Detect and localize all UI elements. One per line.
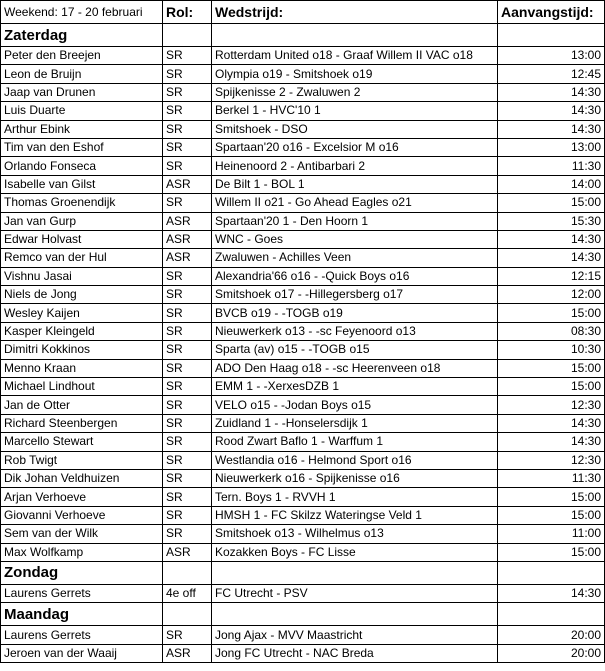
match-cell: De Bilt 1 - BOL 1 [212,175,498,193]
role-cell: SR [163,396,212,414]
table-row [1,378,605,396]
table-row [1,47,605,65]
start-time-cell: 12:30 [498,396,605,414]
table-row [1,322,605,340]
match-cell: Jong Ajax - MVV Maastricht [212,626,498,644]
table-row [1,396,605,414]
referee-name-cell: Jeroen van der Waaij [1,644,163,662]
table-row [1,626,605,644]
section-empty-cell [212,561,498,584]
table-row [1,488,605,506]
start-time-cell: 13:00 [498,138,605,156]
start-time-cell: 12:15 [498,267,605,285]
referee-name-cell: Vishnu Jasai [1,267,163,285]
referee-name-cell: Niels de Jong [1,286,163,304]
referee-name-cell: Kasper Kleingeld [1,322,163,340]
role-cell: SR [163,47,212,65]
referee-name-cell: Laurens Gerrets [1,584,163,602]
referee-name-cell: Jan van Gurp [1,212,163,230]
start-time-cell: 15:00 [498,488,605,506]
table-row [1,644,605,662]
referee-name-cell: Marcello Stewart [1,433,163,451]
table-row [1,102,605,120]
referee-name-cell: Dimitri Kokkinos [1,341,163,359]
role-cell: ASR [163,212,212,230]
referee-name-cell: Thomas Groenendijk [1,194,163,212]
referee-name-cell: Laurens Gerrets [1,626,163,644]
table-row [1,584,605,602]
section-row-zondag [1,561,605,584]
section-title: Maandag [1,603,163,626]
role-cell: SR [163,469,212,487]
table-row [1,433,605,451]
role-cell: SR [163,488,212,506]
start-time-cell: 14:30 [498,433,605,451]
role-cell: ASR [163,543,212,561]
table-row [1,194,605,212]
start-time-cell: 14:30 [498,120,605,138]
start-time-cell: 15:30 [498,212,605,230]
match-header: Wedstrijd: [212,1,498,24]
referee-name-cell: Luis Duarte [1,102,163,120]
referee-name-cell: Peter den Breejen [1,47,163,65]
section-empty-cell [498,24,605,47]
match-cell: WNC - Goes [212,230,498,248]
table-row [1,65,605,83]
section-title: Zaterdag [1,24,163,47]
referee-name-cell: Jan de Otter [1,396,163,414]
match-cell: VELO o15 - -Jodan Boys o15 [212,396,498,414]
role-cell: SR [163,157,212,175]
start-time-cell: 20:00 [498,644,605,662]
start-time-cell: 14:30 [498,83,605,101]
match-cell: Willem II o21 - Go Ahead Eagles o21 [212,194,498,212]
referee-name-cell: Dik Johan Veldhuizen [1,469,163,487]
table-row [1,451,605,469]
section-empty-cell [163,24,212,47]
match-cell: Smitshoek o13 - Wilhelmus o13 [212,525,498,543]
table-row [1,230,605,248]
match-cell: Tern. Boys 1 - RVVH 1 [212,488,498,506]
referee-name-cell: Remco van der Hul [1,249,163,267]
role-cell: SR [163,83,212,101]
match-cell: Smitshoek o17 - -Hillegersberg o17 [212,286,498,304]
role-cell: SR [163,267,212,285]
match-cell: FC Utrecht - PSV [212,584,498,602]
start-time-cell: 15:00 [498,194,605,212]
section-title: Zondag [1,561,163,584]
referee-name-cell: Sem van der Wilk [1,525,163,543]
start-time-cell: 10:30 [498,341,605,359]
match-cell: Zwaluwen - Achilles Veen [212,249,498,267]
start-time-header: Aanvangstijd: [498,1,605,24]
referee-name-cell: Richard Steenbergen [1,414,163,432]
referee-name-cell: Rob Twigt [1,451,163,469]
match-cell: EMM 1 - -XerxesDZB 1 [212,378,498,396]
start-time-cell: 08:30 [498,322,605,340]
role-cell: 4e off [163,584,212,602]
start-time-cell: 14:30 [498,414,605,432]
table-row [1,175,605,193]
referee-name-cell: Edwar Holvast [1,230,163,248]
start-time-cell: 15:00 [498,304,605,322]
start-time-cell: 14:30 [498,230,605,248]
table-row [1,543,605,561]
role-cell: SR [163,414,212,432]
role-cell: ASR [163,644,212,662]
role-cell: ASR [163,175,212,193]
start-time-cell: 15:00 [498,359,605,377]
match-cell: HMSH 1 - FC Skilzz Wateringse Veld 1 [212,506,498,524]
start-time-cell: 14:30 [498,249,605,267]
referee-name-cell: Tim van den Eshof [1,138,163,156]
start-time-cell: 14:30 [498,102,605,120]
role-cell: SR [163,304,212,322]
match-cell: Heinenoord 2 - Antibarbari 2 [212,157,498,175]
role-cell: SR [163,286,212,304]
table-row [1,138,605,156]
match-cell: Jong FC Utrecht - NAC Breda [212,644,498,662]
start-time-cell: 14:30 [498,584,605,602]
role-cell: SR [163,626,212,644]
start-time-cell: 11:30 [498,157,605,175]
referee-name-cell: Arjan Verhoeve [1,488,163,506]
table-row [1,212,605,230]
start-time-cell: 12:00 [498,286,605,304]
referee-name-cell: Orlando Fonseca [1,157,163,175]
match-cell: Smitshoek - DSO [212,120,498,138]
start-time-cell: 14:00 [498,175,605,193]
section-row-zaterdag [1,24,605,47]
table-row [1,120,605,138]
referee-name-cell: Leon de Bruijn [1,65,163,83]
table-row [1,525,605,543]
referee-name-cell: Wesley Kaijen [1,304,163,322]
referee-name-cell: Arthur Ebink [1,120,163,138]
start-time-cell: 15:00 [498,506,605,524]
table-row [1,157,605,175]
table-row [1,83,605,101]
role-cell: SR [163,378,212,396]
match-cell: Sparta (av) o15 - -TOGB o15 [212,341,498,359]
table-row [1,469,605,487]
table-row [1,249,605,267]
section-empty-cell [212,603,498,626]
role-cell: SR [163,451,212,469]
role-cell: SR [163,65,212,83]
role-cell: ASR [163,249,212,267]
start-time-cell: 12:30 [498,451,605,469]
table-row [1,506,605,524]
start-time-cell: 15:00 [498,543,605,561]
match-cell: ADO Den Haag o18 - -sc Heerenveen o18 [212,359,498,377]
role-cell: SR [163,433,212,451]
match-cell: Zuidland 1 - -Honselersdijk 1 [212,414,498,432]
role-cell: SR [163,322,212,340]
start-time-cell: 20:00 [498,626,605,644]
section-row-maandag [1,603,605,626]
role-cell: SR [163,120,212,138]
start-time-cell: 13:00 [498,47,605,65]
match-cell: Nieuwerkerk o13 - -sc Feyenoord o13 [212,322,498,340]
section-empty-cell [212,24,498,47]
role-cell: SR [163,341,212,359]
match-cell: Olympia o19 - Smitshoek o19 [212,65,498,83]
table-row [1,359,605,377]
referee-name-cell: Michael Lindhout [1,378,163,396]
match-cell: Spartaan'20 1 - Den Hoorn 1 [212,212,498,230]
referee-name-cell: Max Wolfkamp [1,543,163,561]
schedule-body [1,1,605,663]
section-empty-cell [498,561,605,584]
match-cell: Westlandia o16 - Helmond Sport o16 [212,451,498,469]
match-cell: Rood Zwart Baflo 1 - Warffum 1 [212,433,498,451]
referee-name-cell: Giovanni Verhoeve [1,506,163,524]
section-empty-cell [498,603,605,626]
header-row [1,1,605,24]
start-time-cell: 11:30 [498,469,605,487]
start-time-cell: 11:00 [498,525,605,543]
role-cell: SR [163,506,212,524]
start-time-cell: 15:00 [498,378,605,396]
referee-name-cell: Jaap van Drunen [1,83,163,101]
role-cell: SR [163,194,212,212]
referee-name-cell: Isabelle van Gilst [1,175,163,193]
match-cell: Spijkenisse 2 - Zwaluwen 2 [212,83,498,101]
table-row [1,267,605,285]
table-row [1,341,605,359]
section-empty-cell [163,561,212,584]
match-cell: Rotterdam United o18 - Graaf Willem II VAC o18 [212,47,498,65]
section-empty-cell [163,603,212,626]
role-cell: ASR [163,230,212,248]
match-cell: Berkel 1 - HVC'10 1 [212,102,498,120]
table-row [1,304,605,322]
table-row [1,286,605,304]
referee-name-cell: Menno Kraan [1,359,163,377]
table-row [1,414,605,432]
role-cell: SR [163,359,212,377]
role-header: Rol: [163,1,212,24]
role-cell: SR [163,102,212,120]
match-cell: Spartaan'20 o16 - Excelsior M o16 [212,138,498,156]
match-cell: Alexandria'66 o16 - -Quick Boys o16 [212,267,498,285]
match-cell: Nieuwerkerk o16 - Spijkenisse o16 [212,469,498,487]
weekend-header: Weekend: 17 - 20 februari [1,1,163,24]
role-cell: SR [163,138,212,156]
match-cell: Kozakken Boys - FC Lisse [212,543,498,561]
match-cell: BVCB o19 - -TOGB o19 [212,304,498,322]
start-time-cell: 12:45 [498,65,605,83]
role-cell: SR [163,525,212,543]
